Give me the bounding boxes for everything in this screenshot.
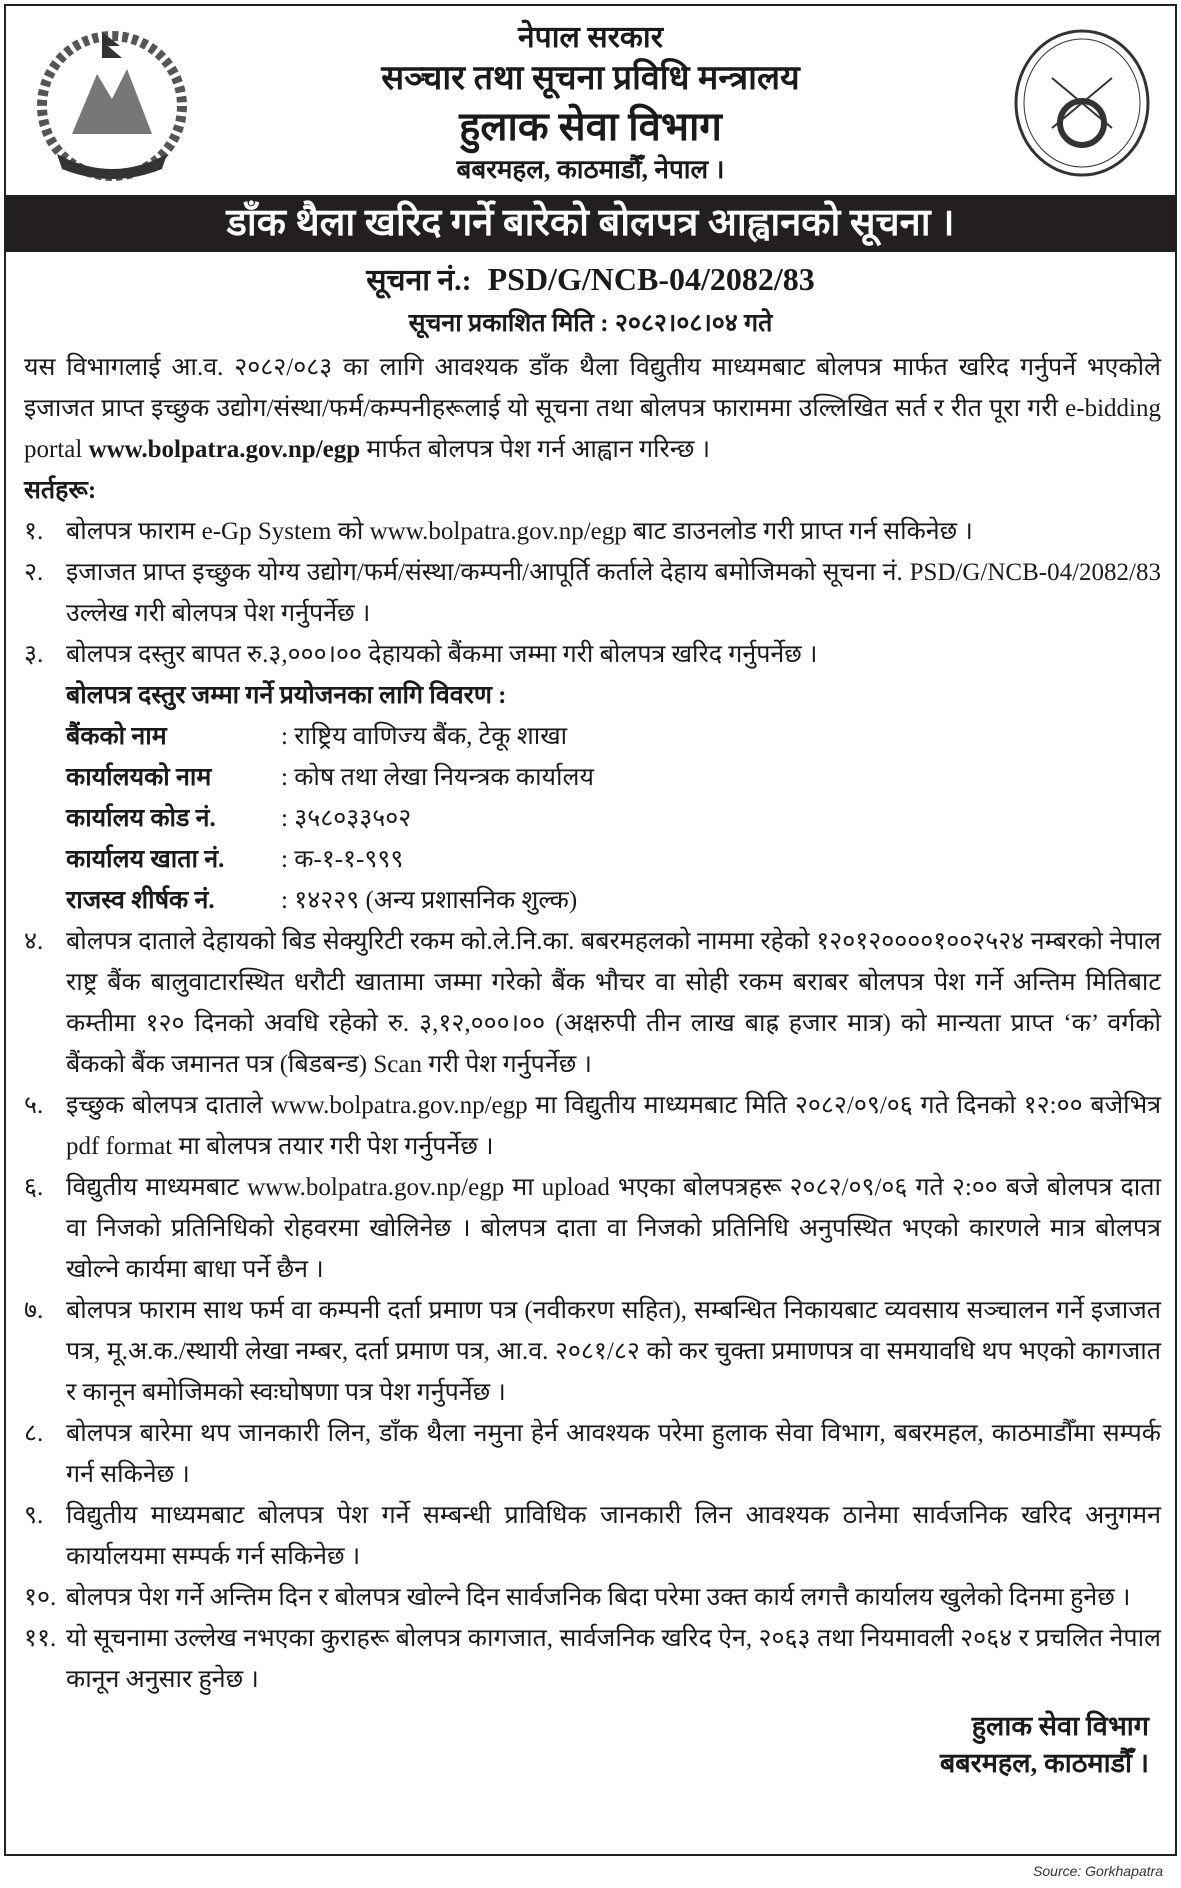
notice-title-banner: डाँक थैला खरिद गर्ने बारेको बोलपत्र आह्वानको सूचना ।: [6, 195, 1175, 252]
condition-text: विद्युतीय माध्यमबाट बोलपत्र पेश गर्ने सम्बन्धी प्राविधिक जानकारी लिन आवश्यक ठानेमा सार्वजनिक खरिद अनुगमन कार्यालयमा सम्पर्क गर्न सकिनेछ ।: [66, 1501, 1161, 1570]
signature-department: हुलाक सेवा विभाग: [971, 1710, 1149, 1741]
condition-item: [24, 1495, 1161, 1577]
intro-text: यस विभागलाई आ.व. २०८२/०८३ का लागि आवश्यक डाँक थैला विद्युतीय माध्यमबाट बोलपत्र मार्फत खरिद गर्नुपर्ने भएकोले इजाजत प्राप्त इच्छुक उद्योग/संस्था/फर्म/कम्पनीहरूलाई यो सूचना तथा बोलपत्र फाराममा उल्लिखित सर्त र रीत पूरा गरी e-bidding portal: [24, 353, 1161, 463]
fee-detail-value: : ३५८०३३५०२: [281, 804, 412, 832]
condition-item: [24, 921, 1161, 1085]
condition-number: ११.: [24, 1624, 57, 1652]
condition-text: बोलपत्र फाराम e-Gp System को www.bolpatra.gov.np/egp बाट डाउनलोड गरी प्राप्त गर्न सकिनेछ ।: [66, 517, 973, 545]
fee-detail-row: [24, 880, 1161, 921]
address: बबरमहल, काठमाडौँ, नेपाल ।: [456, 155, 725, 185]
condition-item: [24, 634, 1161, 675]
condition-text: इच्छुक बोलपत्र दाताले www.bolpatra.gov.np/egp मा विद्युतीय माध्यमबाट मिति २०८२/०९/०६ गते दिनको १२:०० बजेभित्र pdf format मा बोलपत्र तयार गरी पेश गर्नुपर्नेछ ।: [66, 1091, 1161, 1160]
condition-number: ६.: [24, 1173, 44, 1201]
government-name: नेपाल सरकार: [518, 21, 663, 54]
condition-item: [24, 552, 1161, 634]
header: [6, 6, 1175, 195]
conditions-heading: सर्तहरू:: [24, 476, 97, 504]
fee-detail-row: [24, 757, 1161, 798]
condition-item: [24, 1290, 1161, 1413]
portal-link[interactable]: www.bolpatra.gov.np/egp: [88, 435, 361, 463]
condition-number: ९.: [24, 1501, 44, 1529]
condition-text: बोलपत्र पेश गर्ने अन्तिम दिन र बोलपत्र खोल्ने दिन सार्वजनिक बिदा परेमा उक्त कार्य लगत्तै कार्यालय खुलेको दिनमा हुनेछ ।: [66, 1583, 1131, 1611]
nepal-emblem-icon: [32, 24, 192, 184]
fee-detail-key: कार्यालयको नाम: [66, 763, 212, 791]
condition-item: [24, 1618, 1161, 1700]
condition-number: ५.: [24, 1091, 44, 1119]
fee-details-heading: बोलपत्र दस्तुर जम्मा गर्ने प्रयोजनका लागि विवरण :: [66, 681, 507, 709]
condition-number: ४.: [24, 927, 44, 955]
published-date-value: २०८२।०८।०४ गते: [614, 309, 773, 337]
fee-detail-key: राजस्व शीर्षक नं.: [66, 886, 215, 914]
signature-address: बबरमहल, काठमाडौँ ।: [939, 1748, 1149, 1779]
condition-text: बोलपत्र फाराम साथ फर्म वा कम्पनी दर्ता प्रमाण पत्र (नवीकरण सहित), सम्बन्धित निकायबाट व्यवसाय सञ्चालन गर्ने इजाजत पत्र, मू.अ.क./स्थायी लेखा नम्बर, दर्ता प्रमाण पत्र, आ.व. २०८१/८२ को कर चुक्ता प्रमाणपत्र वा समयावधि थप भएको कागजात र कानून बमोजिमको स्वःघोषणा पत्र पेश गर्नुपर्नेछ ।: [66, 1296, 1161, 1406]
condition-number: ८.: [24, 1419, 44, 1447]
notice-number-label: सूचना नं.:: [366, 264, 472, 298]
condition-text: विद्युतीय माध्यमबाट www.bolpatra.gov.np/egp मा upload भएका बोलपत्रहरू २०८२/०९/०६ गते २:०० बजे बोलपत्र दाता वा निजको प्रतिनिधिको रोहवरमा खोलिनेछ । बोलपत्र दाता वा निजको प्रतिनिधि अनुपस्थित भएको कारणले मात्र बोलपत्र खोल्ने कार्यमा बाधा पर्ने छैन ।: [66, 1173, 1161, 1283]
condition-number: १.: [24, 517, 44, 545]
fee-detail-row: [24, 798, 1161, 839]
condition-item: [24, 1085, 1161, 1167]
notice-frame: [4, 4, 1177, 1856]
notice-body: [6, 341, 1175, 1794]
condition-text: इजाजत प्राप्त इच्छुक योग्य उद्योग/फर्म/संस्था/कम्पनी/आपूर्ति कर्ताले देहाय बमोजिमको सूचना नं. PSD/G/NCB-04/2082/83 उल्लेख गरी बोलपत्र पेश गर्नुपर्नेछ ।: [66, 558, 1161, 627]
fee-detail-key: कार्यालय कोड नं.: [66, 804, 216, 832]
condition-number: १०.: [24, 1583, 57, 1611]
condition-text: बोलपत्र बारेमा थप जानकारी लिन, डाँक थैला नमुना हेर्न आवश्यक परेमा हुलाक सेवा विभाग, बबरमहल, काठमाडौँमा सम्पर्क गर्न सकिनेछ ।: [66, 1419, 1161, 1488]
condition-text: बोलपत्र दस्तुर बापत रु.३,०००।०० देहायको बैंकमा जम्मा गरी बोलपत्र खरिद गर्नुपर्नेछ ।: [66, 640, 818, 668]
source-credit: Source: Gorkhapatra: [1033, 1863, 1163, 1879]
notice-number: [6, 258, 1175, 302]
fee-detail-value: : राष्ट्रिय वाणिज्य बैंक, टेकू शाखा: [281, 722, 568, 750]
fee-detail-value: : क-१-१-९९९: [281, 845, 404, 873]
ministry-name: सञ्चार तथा सूचना प्रविधि मन्त्रालय: [381, 60, 800, 97]
fee-detail-value: : कोष तथा लेखा नियन्त्रक कार्यालय: [281, 763, 594, 791]
condition-number: ७.: [24, 1296, 44, 1324]
condition-text: यो सूचनामा उल्लेख नभएका कुराहरू बोलपत्र कागजात, सार्वजनिक खरिद ऐन, २०६३ तथा नियमावली २०६४ र प्रचलित नेपाल कानून अनुसार हुनेछ ।: [66, 1624, 1161, 1693]
fee-detail-value: : १४२२९ (अन्य प्रशासनिक शुल्क): [281, 886, 578, 914]
department-name: हुलाक सेवा विभाग: [459, 104, 722, 150]
fee-detail-row: [24, 716, 1161, 757]
published-date-label: सूचना प्रकाशित मिति :: [408, 309, 609, 337]
published-date: [6, 306, 1175, 341]
intro-paragraph: [24, 347, 1161, 470]
fee-detail-row: [24, 839, 1161, 880]
intro-text-end: मार्फत बोलपत्र पेश गर्न आह्वान गरिन्छ ।: [360, 435, 711, 463]
notice-code: PSD/G/NCB-04/2082/83: [487, 261, 815, 298]
condition-item: [24, 1413, 1161, 1495]
condition-number: ३.: [24, 640, 44, 668]
postal-stamp-icon: [1007, 28, 1157, 178]
fee-detail-key: बैंकको नाम: [66, 722, 167, 750]
condition-number: २.: [24, 558, 44, 586]
condition-item: [24, 1577, 1161, 1618]
condition-item: [24, 1167, 1161, 1290]
condition-text: बोलपत्र दाताले देहायको बिड सेक्युरिटी रकम को.ले.नि.का. बबरमहलको नाममा रहेको १२०१२००००१००२५२४ नम्बरको नेपाल राष्ट्र बैंक बालुवाटारस्थित धरौटी खातामा जम्मा गरेको बैंक भौचर वा सोही रकम बराबर बोलपत्र पेश गर्ने अन्तिम मितिबाट कम्तीमा १२० दिनको अवधि रहेको रु. ३,१२,०००।०० (अक्षरुपी तीन लाख बाह्र हजार मात्र) को मान्यता प्राप्त ‘क’ वर्गको बैंकको बैंक जमानत पत्र (बिडबन्ड) Scan गरी पेश गर्नुपर्नेछ ।: [66, 927, 1161, 1078]
signature: [24, 1708, 1161, 1784]
fee-detail-key: कार्यालय खाता नं.: [66, 845, 225, 873]
condition-item: [24, 511, 1161, 552]
